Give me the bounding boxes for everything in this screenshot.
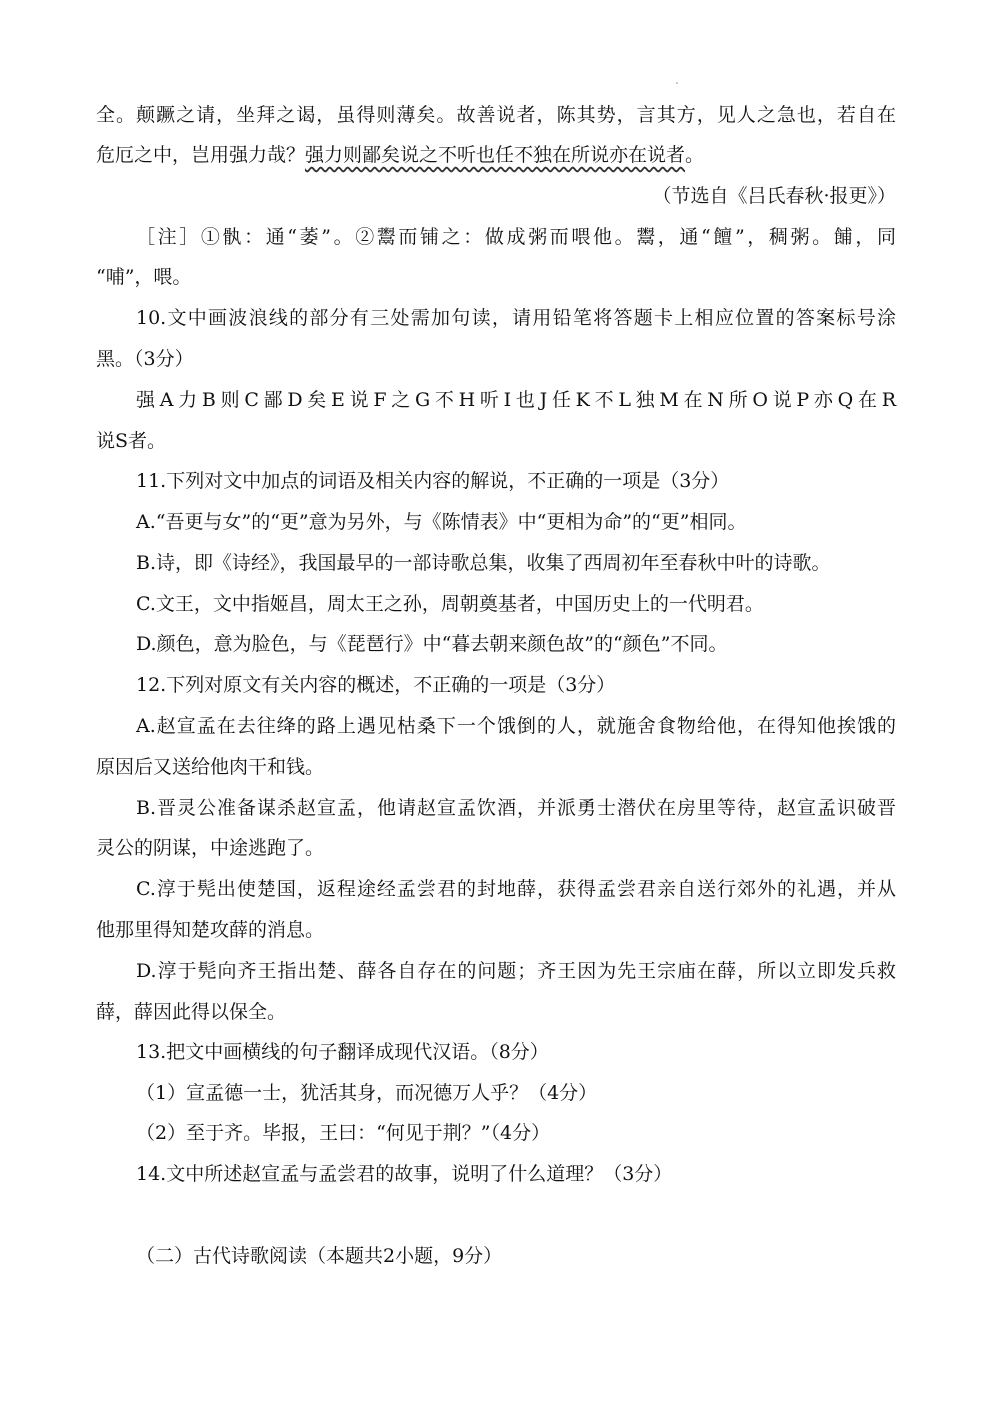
question-11-option-d: D.颜色，意为脸色，与《琵琶行》中“暮去朝来颜色故”的“颜色”不同。 <box>136 633 728 655</box>
question-10-options: 说S者。 <box>96 430 167 452</box>
passage-line: 全。颠蹶之请，坐拜之谒，虽得则薄矣。故善说者，陈其势，言其方，见人之急也，若自在 <box>96 104 896 126</box>
question-13-sentence-1: （1）宣孟德一士，犹活其身，而况德万人乎？（4分） <box>136 1082 598 1104</box>
scan-speck <box>676 82 678 84</box>
question-14-stem: 14.文中所述赵宣孟与孟尝君的故事，说明了什么道理？（3分） <box>136 1163 673 1185</box>
question-12-option-c: 他那里得知楚攻薛的消息。 <box>96 919 325 941</box>
question-13-sentence-2: （2）至于齐。毕报，王曰：“何见于荆？”（4分） <box>136 1122 551 1144</box>
passage-line <box>96 143 704 167</box>
question-13-stem: 13.把文中画横线的句子翻译成现代汉语。（8分） <box>136 1041 549 1063</box>
wavy-underlined-sentence: 强力则鄙矣说之不听也任不独在所说亦在说者 <box>305 144 686 166</box>
question-10-stem: 黑。（3分） <box>96 348 194 370</box>
section-heading: （二）古代诗歌阅读（本题共2小题，9分） <box>136 1245 503 1267</box>
question-11-option-c: C.文王，文中指姬昌，周太王之孙，周朝奠基者，中国历史上的一代明君。 <box>136 593 764 615</box>
question-10-stem: 10.文中画波浪线的部分有三处需加句读，请用铅笔将答题卡上相应位置的答案标号涂 <box>136 307 896 329</box>
question-10-options: 强A力B则C鄙D矣E说F之G不H听I也J任K不L独M在N所O说P亦Q在R <box>136 389 896 411</box>
question-12-option-d: 薛，薛因此得以保全。 <box>96 1001 287 1023</box>
question-12-option-b: 灵公的阴谋，中途逃跑了。 <box>96 837 325 859</box>
question-12-option-d: D.淳于髡向齐王指出楚、薛各自存在的问题；齐王因为先王宗庙在薛，所以立即发兵救 <box>136 960 896 982</box>
question-12-stem: 12.下列对原文有关内容的概述，不正确的一项是（3分） <box>136 674 616 696</box>
question-11-option-a: A.“吾更与女”的“更”意为另外，与《陈情表》中“更相为命”的“更”相同。 <box>136 511 747 533</box>
passage-text: 。 <box>685 144 705 166</box>
passage-text: 危厄之中，岂用强力哉？ <box>96 144 306 166</box>
annotation-note: ［注］①骫：通“萎”。②鬻而铺之：做成粥而喂他。鬻，通“饘”，稠粥。餔，同 <box>136 226 896 248</box>
question-12-option-c: C.淳于髡出使楚国，返程途经孟尝君的封地薛，获得孟尝君亲自送行郊外的礼遇，并从 <box>136 878 896 900</box>
question-11-option-b: B.诗，即《诗经》，我国最早的一部诗歌总集，收集了西周初年至春秋中叶的诗歌。 <box>136 552 831 574</box>
annotation-note: “哺”，喂。 <box>96 266 192 288</box>
question-12-option-a: A.赵宣孟在去往绛的路上遇见枯桑下一个饿倒的人，就施舍食物给他，在得知他挨饿的 <box>136 715 896 737</box>
source-citation: （节选自《吕氏春秋·报更》） <box>652 185 896 207</box>
question-12-option-b: B.晋灵公准备谋杀赵宣孟，他请赵宣孟饮酒，并派勇士潜伏在房里等待，赵宣孟识破晋 <box>136 797 896 819</box>
question-11-stem: 11.下列对文中加点的词语及相关内容的解说，不正确的一项是（3分） <box>136 470 730 492</box>
question-12-option-a: 原因后又送给他肉干和钱。 <box>96 756 325 778</box>
